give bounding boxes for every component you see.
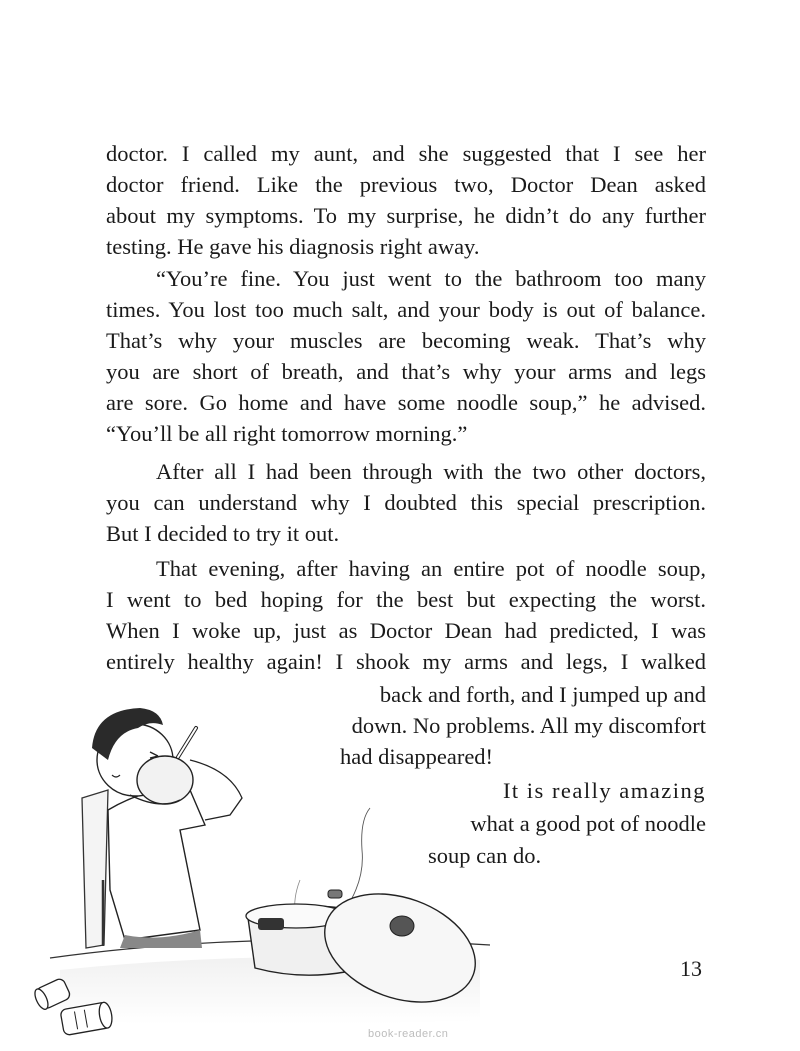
text-line: But I decided to try it out. xyxy=(106,521,340,546)
text-line: soup can do. xyxy=(428,843,542,868)
page-number: 13 xyxy=(680,956,702,981)
text-line: It is really amazing xyxy=(502,778,706,803)
text-line: entirely healthy again! I shook my arms and legs, I walked xyxy=(106,649,706,674)
text-line: After all I had been through with the two other doctors, xyxy=(156,459,706,484)
text-line: doctor friend. Like the previous two, Doctor Dean asked xyxy=(106,172,706,197)
text-line: I went to bed hoping for the best but expecting the worst. xyxy=(106,587,706,612)
boy-drinking-soup-illustration xyxy=(0,680,500,1051)
text-line: times. You lost too much salt, and your body is out of balance. xyxy=(106,297,706,322)
text-line: had disappeared! xyxy=(340,744,494,769)
text-line: When I woke up, just as Doctor Dean had predicted, I was xyxy=(106,618,706,643)
text-line: “You’re fine. You just went to the bathroom too many xyxy=(156,266,706,291)
text-line: about my symptoms. To my surprise, he didn’t do any further xyxy=(106,203,706,228)
text-line: testing. He gave his diagnosis right away. xyxy=(106,234,480,259)
watermark: book-reader.cn xyxy=(368,1028,449,1040)
text-line: That’s why your muscles are becoming weak. That’s why xyxy=(106,328,706,353)
text-line: back and forth, and I jumped up and xyxy=(379,682,706,707)
text-line: “You’ll be all right tomorrow morning.” xyxy=(106,421,468,446)
text-line: you are short of breath, and that’s why your arms and legs xyxy=(106,359,706,384)
text-line: down. No problems. All my discomfort xyxy=(351,713,706,738)
text-line: you can understand why I doubted this special prescription. xyxy=(106,490,706,515)
text-line: That evening, after having an entire pot of noodle soup, xyxy=(156,556,706,581)
text-line: are sore. Go home and have some noodle soup,” he advised. xyxy=(106,390,706,415)
text-line: doctor. I called my aunt, and she suggested that I see her xyxy=(106,141,706,166)
text-line: what a good pot of noodle xyxy=(470,811,706,836)
